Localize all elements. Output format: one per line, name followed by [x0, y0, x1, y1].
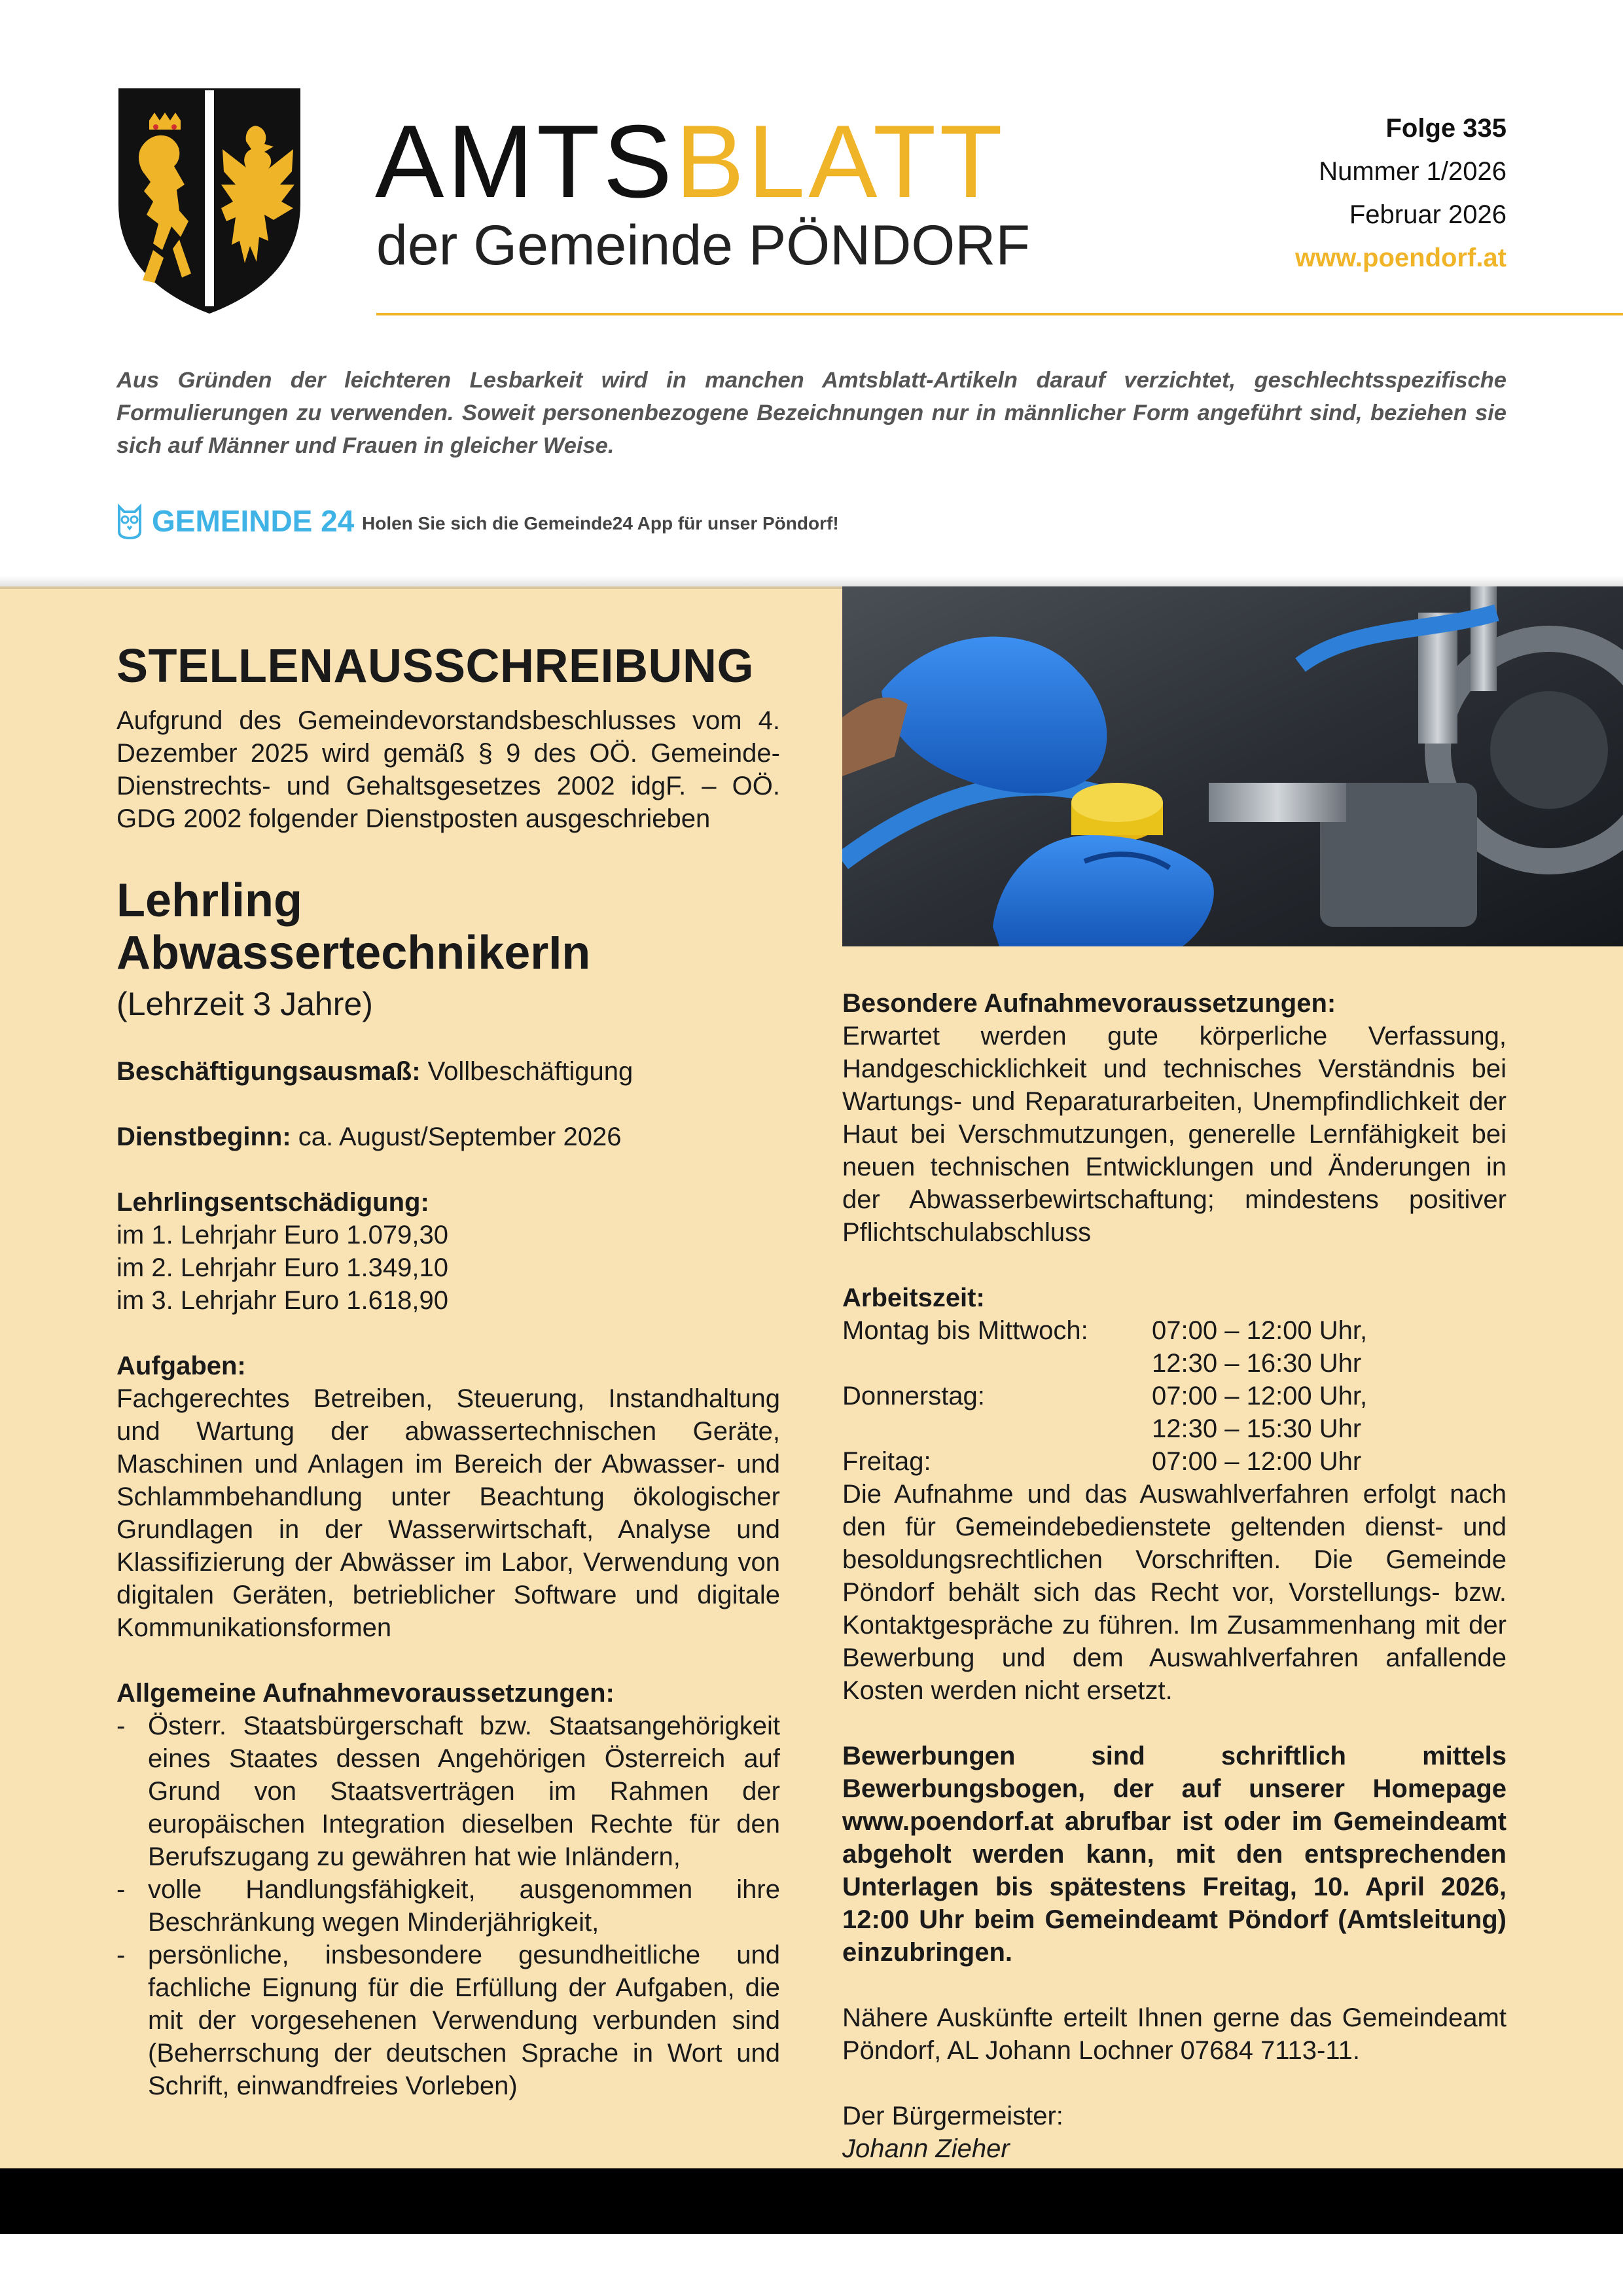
entschaedigung-item: im 1. Lehrjahr Euro 1.079,30: [116, 1221, 448, 1249]
entschaedigung-item: im 3. Lehrjahr Euro 1.618,90: [116, 1286, 448, 1315]
beginn-value: ca. August/September 2026: [291, 1122, 622, 1151]
schedule-day: Freitag:: [842, 1447, 931, 1476]
aufgaben-text: Fachgerechtes Betreiben, Steuerung, Instandhaltung und Wartung der abwassertechnischen Geräte, Maschinen und Anlagen im Bereich der Abwasser- und Schlammbehandlung unter Beachtung ökologischer Grundlagen in der Wasserwirtschaft, Analyse und Klassifizierung der Abwässer im Labor, Verwendung von digitalen Geräten, betrieblicher Software und digitale Kommunikationsformen: [116, 1384, 780, 1642]
beginn-label: Dienstbeginn:: [116, 1122, 291, 1151]
schedule-day: Montag bis Mittwoch:: [842, 1316, 1088, 1345]
section-heading: STELLENAUSSCHREIBUNG: [116, 640, 755, 692]
beginn-row: [116, 1121, 780, 1153]
signature-name: Johann Zieher: [842, 2134, 1010, 2163]
coat-of-arms-icon: [116, 86, 302, 315]
schedule-time: 12:30 – 15:30 Uhr: [1152, 1414, 1362, 1443]
ausmass-row: [116, 1055, 780, 1088]
issue-volume: Nummer 1/2026: [1319, 157, 1507, 186]
schedule-row: [842, 1314, 1507, 1347]
ausmass-label: Beschäftigungsausmaß:: [116, 1057, 421, 1086]
arbeitszeit-label: Arbeitszeit:: [842, 1283, 985, 1312]
verfahren-text: Die Aufnahme und das Auswahlverfahren erfolgt nach den für Gemeindebedienstete geltenden dienst- und besoldungsrechtlichen Vorschriften. Die Gemeinde Pöndorf behält sich das Recht vor, Vorstellungs- bzw. Kontaktgespräche zu führen. Im Zusammenhang mit der Bewerbung und dem Auswahlverfahren anfallende Kosten werden nicht ersetzt.: [842, 1480, 1507, 1705]
aufgaben-label: Aufgaben:: [116, 1352, 246, 1380]
auskunft-text: Nähere Auskünfte erteilt Ihnen gerne das Gemeindeamt Pöndorf, AL Johann Lochner 07684 7113-11.: [842, 2003, 1507, 2065]
schedule-row: [842, 1347, 1507, 1380]
issue-number: Folge 335: [1385, 114, 1507, 143]
schedule-day: [842, 1412, 1152, 1445]
job-title-line2: AbwassertechnikerIn: [116, 927, 591, 979]
header-divider: [376, 313, 1623, 315]
technician-gloves-photo: [842, 586, 1623, 946]
ausmass-value: Vollbeschäftigung: [420, 1057, 633, 1086]
job-duration: (Lehrzeit 3 Jahre): [116, 986, 373, 1022]
page-subtitle: der Gemeinde PÖNDORF: [376, 214, 1030, 277]
footer-bar: [0, 2168, 1623, 2234]
issue-date: Februar 2026: [1349, 200, 1507, 229]
left-column: [116, 635, 780, 2102]
list-item: - Österr. Staatsbürgerschaft bzw. Staatsangehörigkeit eines Staates dessen Angehörigen Österreich auf Grund von Staatsverträgen im Rahmen der europäischen Integration dieselben Rechte für den Berufszugang zu gewähren hat wie Inländern,: [116, 1710, 780, 1873]
owl-icon: [116, 501, 143, 539]
schedule-time: 07:00 – 12:00 Uhr,: [1152, 1316, 1368, 1345]
website-link[interactable]: www.poendorf.at: [1295, 243, 1507, 272]
schedule-time: 07:00 – 12:00 Uhr,: [1152, 1382, 1368, 1410]
right-column: [842, 987, 1507, 2165]
schedule-day: Donnerstag:: [842, 1382, 985, 1410]
allgemeine-label: Allgemeine Aufnahmevoraussetzungen:: [116, 1679, 615, 1708]
besondere-text: Erwartet werden gute körperliche Verfassung, Handgeschicklichkeit und technisches Verständnis bei Wartungs- und Reparaturarbeiten, Unempfindlichkeit der Haut bei Verschmutzungen, generelle Lernfähigkeit bei neuen technischen Entwicklungen und Änderungen in der Abwasserbewirtschaftung; mindestens positiver Pflichtschulabschluss: [842, 1022, 1507, 1247]
gemeinde24-logo[interactable]: GEMEINDE 24: [152, 504, 355, 538]
disclaimer-text: Aus Gründen der leichteren Lesbarkeit wird in manchen Amtsblatt-Artikeln darauf verzichtet, geschlechtsspezifische Formulierungen zu verwenden. Soweit personenbezogene Bezeichnungen nur in männlicher Form angeführt sind, beziehen sie sich auf Männer und Frauen in gleicher Weise.: [116, 368, 1507, 458]
besondere-label: Besondere Aufnahmevoraussetzungen:: [842, 989, 1336, 1018]
intro-text: Aufgrund des Gemeindevorstandsbeschlusses vom 4. Dezember 2025 wird gemäß § 9 des OÖ. Gemeinde-Dienstrechts- und Gehaltsgesetzes 2002 idgF. – OÖ. GDG 2002 folgender Dienstposten ausgeschrieben: [116, 706, 780, 833]
app-promo-text: Holen Sie sich die Gemeinde24 App für unser Pöndorf!: [362, 513, 839, 533]
schedule-time: 07:00 – 12:00 Uhr: [1152, 1447, 1362, 1476]
job-title-line1: Lehrling: [116, 874, 302, 927]
job-title: [116, 874, 780, 979]
page-title: AMTSBLATT: [375, 104, 1006, 219]
schedule-time: 12:30 – 16:30 Uhr: [1152, 1349, 1362, 1378]
schedule-row: [842, 1412, 1507, 1445]
signature-role: Der Bürgermeister:: [842, 2102, 1063, 2130]
schedule-row: [842, 1380, 1507, 1412]
entschaedigung-label: Lehrlingsentschädigung:: [116, 1188, 429, 1217]
list-item: - volle Handlungsfähigkeit, ausgenommen ihre Beschränkung wegen Minderjährigkeit,: [116, 1873, 780, 1939]
schedule-day: [842, 1347, 1152, 1380]
list-item: - persönliche, insbesondere gesundheitliche und fachliche Eignung für die Erfüllung der Aufgaben, die mit der vorgesehenen Verwendung verbunden sind (Beherrschung der deutschen Sprache in Wort und Schrift, einwandfreies Vorleben): [116, 1939, 780, 2102]
bewerbung-text: Bewerbungen sind schriftlich mittels Bewerbungsbogen, der auf unserer Homepage www.poendorf.at abrufbar ist oder im Gemeindeamt abgeholt werden kann, mit den entsprechenden Unterlagen bis spätestens Freitag, 10. April 2026, 12:00 Uhr beim Gemeindeamt Pöndorf (Amtsleitung) einzubringen.: [842, 1742, 1507, 1967]
schedule-row: [842, 1445, 1507, 1478]
entschaedigung-item: im 2. Lehrjahr Euro 1.349,10: [116, 1253, 448, 1282]
